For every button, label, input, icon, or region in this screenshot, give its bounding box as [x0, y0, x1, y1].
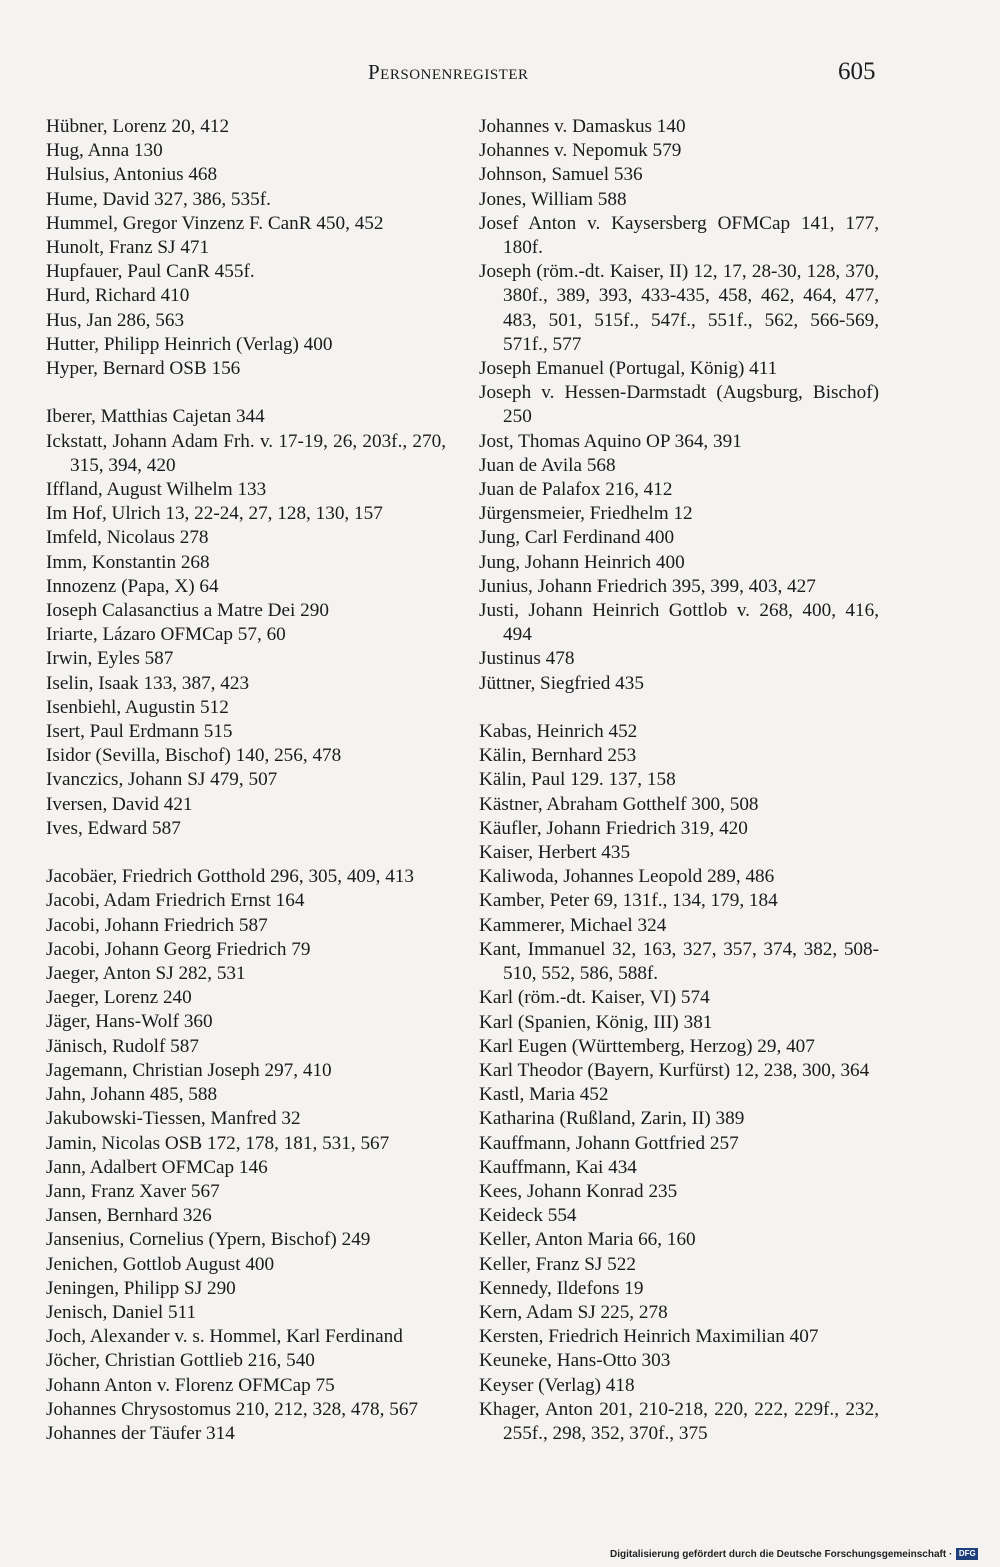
index-entry: Jöcher, Christian Gottlieb 216, 540 — [46, 1350, 315, 1372]
index-entry: Kaliwoda, Johannes Leopold 289, 486 — [479, 866, 775, 888]
index-entry: Joseph v. Hessen-Darmstadt (Augsburg, Bischof) 250 — [479, 382, 879, 428]
index-entry: Jenisch, Daniel 511 — [46, 1301, 197, 1323]
index-entry: Jung, Johann Heinrich 400 — [479, 551, 685, 573]
index-entry: Josef Anton v. Kaysersberg OFMCap 141, 177, 180f. — [479, 212, 879, 259]
index-entry: Johannes Chrysostomus 210, 212, 328, 478, 567 — [46, 1398, 419, 1420]
index-column-right — [479, 115, 879, 1446]
index-entry: Hunolt, Franz SJ 471 — [46, 237, 210, 259]
letter-group-gap — [479, 696, 879, 720]
index-entry: Karl (Spanien, König, III) 381 — [479, 1011, 713, 1033]
index-entry: Jaeger, Lorenz 240 — [46, 987, 192, 1009]
index-entry: Jürgensmeier, Friedhelm 12 — [479, 503, 693, 525]
index-entry: Karl (röm.-dt. Kaiser, VI) 574 — [479, 987, 710, 1009]
index-entry: Isidor (Sevilla, Bischof) 140, 256, 478 — [46, 745, 342, 767]
index-entry: Käufler, Johann Friedrich 319, 420 — [479, 817, 748, 839]
index-entry: Kern, Adam SJ 225, 278 — [479, 1301, 668, 1323]
index-entry: Junius, Johann Friedrich 395, 399, 403, 427 — [479, 575, 816, 597]
index-entry: Khager, Anton 201, 210-218, 220, 222, 229f., 232, 255f., 298, 352, 370f., 375 — [479, 1398, 879, 1444]
index-entry: Irwin, Eyles 587 — [46, 648, 174, 670]
page-header — [0, 58, 1000, 92]
footer-text: Digitalisierung gefördert durch die Deutsche Forschungsgemeinschaft · — [610, 1548, 953, 1560]
index-entry: Hutter, Philipp Heinrich (Verlag) 400 — [46, 333, 333, 355]
index-entry: Hübner, Lorenz 20, 412 — [46, 116, 230, 137]
index-entry: Juan de Palafox 216, 412 — [479, 479, 673, 501]
index-entry: Ivanczics, Johann SJ 479, 507 — [46, 769, 278, 791]
index-entry: Kaiser, Herbert 435 — [479, 842, 631, 864]
index-entry: Johannes der Täufer 314 — [46, 1422, 235, 1444]
index-entry: Juan de Avila 568 — [479, 454, 616, 476]
index-entry: Jann, Adalbert OFMCap 146 — [46, 1156, 268, 1178]
index-entry: Hurd, Richard 410 — [46, 285, 190, 307]
index-entry: Jann, Franz Xaver 567 — [46, 1180, 220, 1202]
index-entry: Innozenz (Papa, X) 64 — [46, 575, 219, 597]
index-entry: Hug, Anna 130 — [46, 140, 163, 162]
index-entry: Ickstatt, Johann Adam Frh. v. 17-19, 26, 203f., 270, 315, 394, 420 — [46, 430, 446, 476]
index-entry: Im Hof, Ulrich 13, 22-24, 27, 128, 130, 157 — [46, 503, 383, 525]
index-entry: Hupfauer, Paul CanR 455f. — [46, 261, 255, 283]
index-entry: Johann Anton v. Florenz OFMCap 75 — [46, 1374, 335, 1396]
index-entry: Justi, Johann Heinrich Gottlob v. 268, 400, 416, 494 — [479, 600, 879, 646]
index-entry: Keideck 554 — [479, 1205, 577, 1227]
index-entry: Kees, Johann Konrad 235 — [479, 1180, 678, 1202]
index-entry: Kauffmann, Johann Gottfried 257 — [479, 1132, 739, 1154]
index-entry: Joseph Emanuel (Portugal, König) 411 — [479, 358, 778, 380]
index-entry: Jamin, Nicolas OSB 172, 178, 181, 531, 567 — [46, 1132, 390, 1154]
index-entry: Hulsius, Antonius 468 — [46, 164, 218, 186]
index-entry: Iselin, Isaak 133, 387, 423 — [46, 672, 250, 694]
index-entry: Karl Theodor (Bayern, Kurfürst) 12, 238, 300, 364 — [479, 1059, 870, 1081]
letter-group-gap — [46, 381, 446, 405]
index-entry: Katharina (Rußland, Zarin, II) 389 — [479, 1108, 745, 1130]
index-entry: Kersten, Friedrich Heinrich Maximilian 407 — [479, 1326, 819, 1348]
index-entry: Jacobi, Adam Friedrich Ernst 164 — [46, 890, 305, 912]
index-entry: Jansenius, Cornelius (Ypern, Bischof) 249 — [46, 1229, 371, 1251]
index-entry: Iriarte, Lázaro OFMCap 57, 60 — [46, 624, 286, 646]
page-number: 605 — [838, 58, 876, 85]
index-entry: Kabas, Heinrich 452 — [479, 721, 638, 743]
index-entry: Jones, William 588 — [479, 188, 627, 210]
index-entry: Hume, David 327, 386, 535f. — [46, 188, 271, 210]
index-entry: Kamber, Peter 69, 131f., 134, 179, 184 — [479, 890, 778, 912]
index-entry: Kästner, Abraham Gotthelf 300, 508 — [479, 793, 759, 815]
index-entry: Hyper, Bernard OSB 156 — [46, 358, 241, 380]
index-entry: Ioseph Calasanctius a Matre Dei 290 — [46, 600, 329, 622]
index-entry: Imfeld, Nicolaus 278 — [46, 527, 209, 549]
index-entry: Jüttner, Siegfried 435 — [479, 672, 644, 694]
index-entry: Keuneke, Hans-Otto 303 — [479, 1350, 671, 1372]
index-entry: Isert, Paul Erdmann 515 — [46, 721, 233, 743]
index-entry: Jacobäer, Friedrich Gotthold 296, 305, 409, 413 — [46, 866, 414, 888]
index-entry: Jenichen, Gottlob August 400 — [46, 1253, 275, 1275]
index-entry: Jacobi, Johann Georg Friedrich 79 — [46, 938, 311, 960]
index-entry: Kant, Immanuel 32, 163, 327, 357, 374, 382, 508-510, 552, 586, 588f. — [479, 938, 879, 985]
index-entry: Johannes v. Nepomuk 579 — [479, 140, 682, 162]
index-entry: Jansen, Bernhard 326 — [46, 1205, 212, 1227]
letter-group-gap — [46, 841, 446, 865]
index-entry: Kammerer, Michael 324 — [479, 914, 667, 936]
index-entry: Iffland, August Wilhelm 133 — [46, 479, 267, 501]
index-entry: Jost, Thomas Aquino OP 364, 391 — [479, 430, 742, 452]
index-entry: Jänisch, Rudolf 587 — [46, 1035, 199, 1057]
index-entry: Iberer, Matthias Cajetan 344 — [46, 406, 265, 428]
index-entry: Jagemann, Christian Joseph 297, 410 — [46, 1059, 332, 1081]
index-entry: Kennedy, Ildefons 19 — [479, 1277, 644, 1299]
index-entry: Jeningen, Philipp SJ 290 — [46, 1277, 236, 1299]
index-entry: Joch, Alexander v. s. Hommel, Karl Ferdinand — [46, 1326, 403, 1348]
index-entry: Hummel, Gregor Vinzenz F. CanR 450, 452 — [46, 212, 384, 234]
index-entry: Keller, Franz SJ 522 — [479, 1253, 636, 1275]
index-entry: Kälin, Bernhard 253 — [479, 745, 637, 767]
index-entry: Justinus 478 — [479, 648, 575, 670]
index-column-left — [46, 115, 446, 1446]
index-entry: Jaeger, Anton SJ 282, 531 — [46, 963, 246, 985]
index-entry: Kastl, Maria 452 — [479, 1084, 609, 1106]
running-title: Personenregister — [368, 60, 529, 84]
index-entry: Johannes v. Damaskus 140 — [479, 116, 686, 137]
index-entry: Jahn, Johann 485, 588 — [46, 1084, 218, 1106]
index-entry: Jacobi, Johann Friedrich 587 — [46, 914, 268, 936]
index-entry: Hus, Jan 286, 563 — [46, 309, 185, 331]
index-entry: Jung, Carl Ferdinand 400 — [479, 527, 675, 549]
index-entry: Joseph (röm.-dt. Kaiser, II) 12, 17, 28-30, 128, 370, 380f., 389, 393, 433-435, 458, 462, 464, 477, 483, 501, 515f., 547f., 551f., 562, 566-569, 571f., 577 — [479, 261, 879, 355]
index-entry: Keller, Anton Maria 66, 160 — [479, 1229, 696, 1251]
index-entry: Imm, Konstantin 268 — [46, 551, 210, 573]
index-entry: Johnson, Samuel 536 — [479, 164, 643, 186]
index-entry: Iversen, David 421 — [46, 793, 193, 815]
index-entry: Ives, Edward 587 — [46, 817, 181, 839]
index-entry: Jakubowski-Tiessen, Manfred 32 — [46, 1108, 301, 1130]
index-entry: Jäger, Hans-Wolf 360 — [46, 1011, 213, 1033]
index-entry: Isenbiehl, Augustin 512 — [46, 696, 229, 718]
index-entry: Karl Eugen (Württemberg, Herzog) 29, 407 — [479, 1035, 815, 1057]
index-entry: Keyser (Verlag) 418 — [479, 1374, 635, 1396]
index-entry: Kauffmann, Kai 434 — [479, 1156, 637, 1178]
digitization-footer — [610, 1548, 978, 1560]
dfg-logo-icon: DFG — [956, 1548, 978, 1560]
index-entry: Kälin, Paul 129. 137, 158 — [479, 769, 676, 791]
